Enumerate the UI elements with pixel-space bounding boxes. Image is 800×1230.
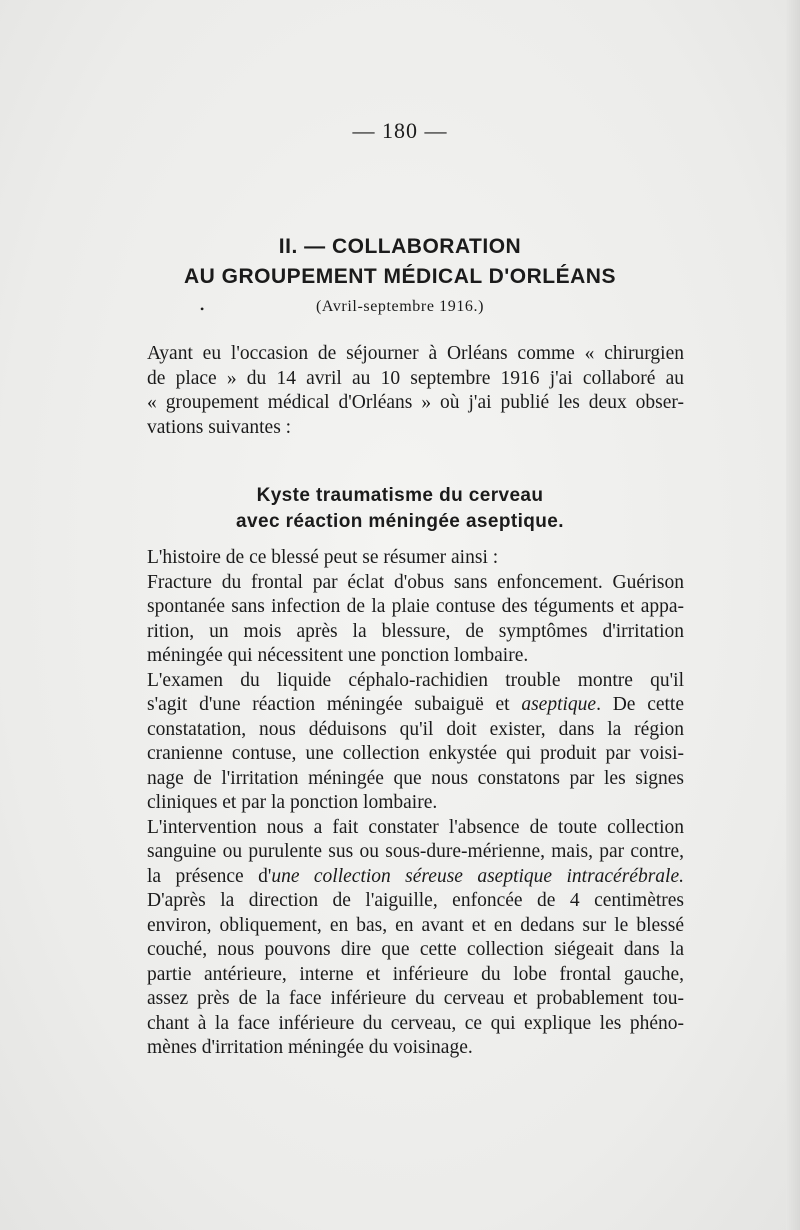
paragraph-line: L'examen du liquide céphalo-rachidien trouble montre qu'il: [147, 669, 684, 691]
intro-line: « groupement médical d'Orléans » où j'ai publié les deux obser-: [147, 392, 684, 413]
paragraph-line: chant à la face inférieure du cerveau, ce qui explique les phéno-: [147, 1012, 684, 1034]
intro-line: vations suivantes :: [147, 416, 292, 438]
paragraph-line: environ, obliquement, en bas, en avant et en dedans sur le blessé: [147, 914, 684, 936]
paragraph-line: rition, un mois après la blessure, de symptômes d'irritation: [147, 620, 684, 642]
paragraph-line: cliniques et par la ponction lombaire.: [147, 792, 438, 813]
paragraph-line: mènes d'irritation méningée du voisinage.: [147, 1037, 473, 1058]
article-title-line2: avec réaction méningée aseptique.: [236, 511, 564, 532]
intro-line: de place » du 14 avril au 10 septembre 1916 j'ai collaboré au: [147, 367, 684, 389]
paragraph-line: cranienne contuse, une collection enkystée qui produit par voisi-: [147, 743, 684, 764]
section-title-line1: II. — COLLABORATION: [278, 235, 522, 258]
italic-text: aseptique: [521, 694, 597, 715]
page-edge-shadow: [786, 0, 800, 1230]
text-run: s'agit d'une réaction méningée subaiguë et: [147, 694, 522, 715]
section-title-line2: AU GROUPEMENT MÉDICAL D'ORLÉANS: [184, 265, 616, 288]
paragraph-line: L'histoire de ce blessé peut se résumer ainsi :: [147, 547, 499, 568]
intro-paragraph: [147, 342, 684, 440]
paragraph-line: assez près de la face inférieure du cerveau et probablement tou-: [147, 988, 684, 1009]
paragraph-line: Fracture du frontal par éclat d'obus sans enfoncement. Guérison: [147, 571, 684, 593]
article-title-line1: Kyste traumatisme du cerveau: [256, 485, 544, 506]
section-dates: (Avril-septembre 1916.): [315, 298, 485, 315]
paragraph-line: L'intervention nous a fait constater l'absence de toute collection: [147, 816, 684, 838]
paragraph-line-mixed: [147, 865, 684, 890]
paragraph-line-mixed: [147, 693, 684, 718]
stray-dot: •: [200, 302, 205, 316]
paragraph-line: sanguine ou purulente sus ou sous-dure-mérienne, mais, par contre,: [147, 841, 684, 862]
text-run: la présence d': [147, 865, 272, 887]
text-run: . De cette: [596, 694, 684, 715]
paragraph-line: couché, nous pouvons dire que cette collection siégeait dans la: [147, 939, 684, 960]
paragraph-line: partie antérieure, interne et inférieure du lobe frontal gauche,: [147, 963, 684, 985]
paragraph-line: spontanée sans infection de la plaie contuse des téguments et appa-: [147, 596, 684, 617]
intro-line: Ayant eu l'occasion de séjourner à Orléans comme « chirurgien: [147, 343, 684, 364]
paragraph-line: constatation, nous déduisons qu'il doit exister, dans la région: [147, 718, 684, 740]
page-number: — 180 —: [352, 118, 448, 143]
article-body: [147, 546, 684, 1061]
paragraph-line: nage de l'irritation méningée que nous constatons par les signes: [147, 767, 684, 789]
italic-text: une collection séreuse aseptique intracérébrale.: [271, 865, 684, 887]
paragraph-line: méningée qui nécessitent une ponction lombaire.: [147, 645, 529, 666]
paragraph-line: D'après la direction de l'aiguille, enfoncée de 4 centimètres: [147, 890, 684, 911]
